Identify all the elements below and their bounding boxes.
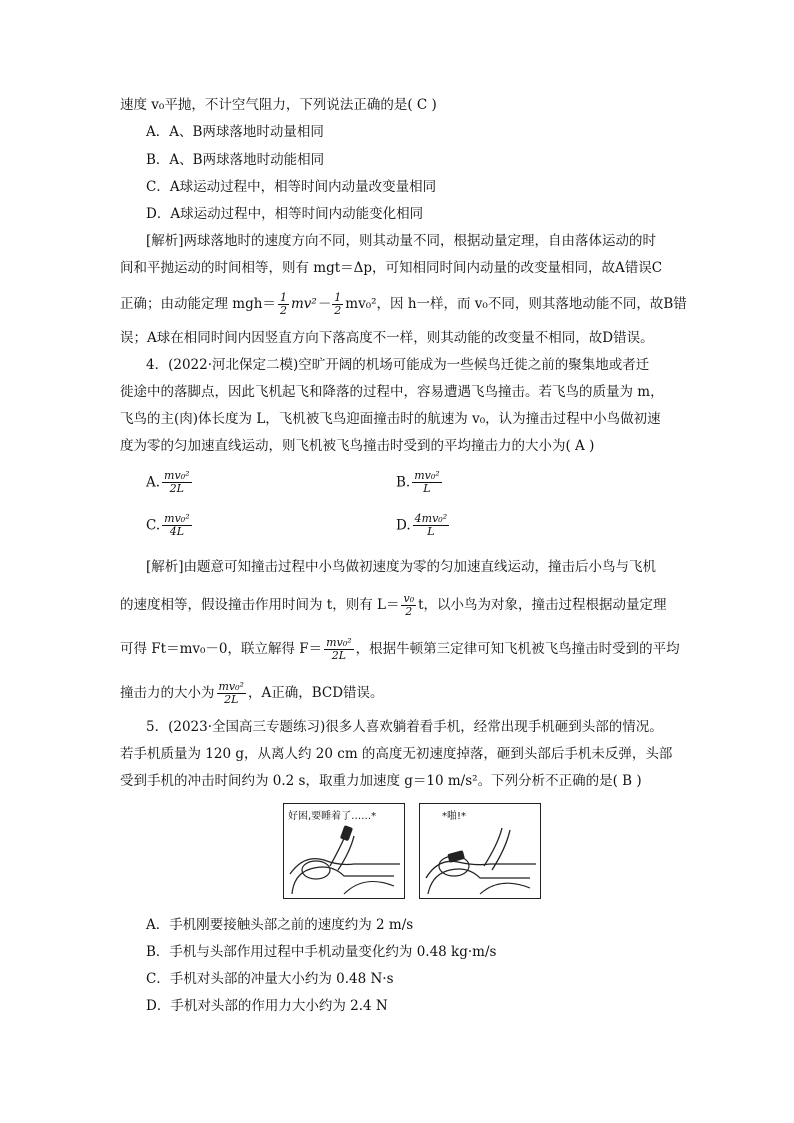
panel-caption-slap: *啪!* [442,811,467,822]
q4-option-c: C. $\frac{\text{mv₀²}}{4L}$ [146,512,190,538]
q4-analysis-line-2: 的速度相等，假设撞击作用时间为 t，则有 L＝ $\frac{\text{v₀}}{2}$ t，以小鸟为对象，撞击过程根据动量定理 [120,592,667,618]
q3-option-b: B．A、B两球落地时动能相同 [146,152,325,168]
q3-stem-tail: 速度 v₀平抛，不计空气阻力，下列说法正确的是( C ) [120,97,437,113]
phone-on-face-drawing [420,804,542,900]
fraction-half-1: $\frac{1}{2}$ [279,291,287,317]
q4-stem-line-2: 徙途中的落脚点，因此飞机起飞和降落的过程中，容易遭遇飞鸟撞击。若飞鸟的质量为 m， [120,384,664,400]
q3-analysis-line-1: [解析]两球落地时的速度方向不同，则其动量不同，根据动量定理，自由落体运动的时 [146,233,657,249]
q4-analysis-line-4: 撞击力的大小为 $\frac{\text{mv₀²}}{2L}$ ，A正确，BCD错误。 [120,680,384,706]
illustration-panel-awake [283,803,405,899]
q4-analysis-line-3: 可得 Ft＝mv₀－0，联立解得 F＝ $\frac{\text{mv₀²}}{2L}$ ，根据牛顿第三定律可知飞机被飞鸟撞击时受到的平均 [120,636,680,662]
q3-option-c: C．A球运动过程中，相等时间内动量改变量相同 [146,179,437,195]
q3-analysis-line-4: 误；A球在相同时间内因竖直方向下落高度不一样，则其动能的改变量不相同，故D错误。 [120,330,654,346]
q5-option-a: A．手机刚要接触头部之前的速度约为 2 m/s [146,917,414,933]
q4-stem-line-3: 飞鸟的主(肉)体长度为 L，飞机被飞鸟迎面撞击时的航速为 v₀，认为撞击过程中小鸟做初速 [120,411,661,427]
q5-option-b: B．手机与头部作用过程中手机动量变化约为 0.48 kg·m/s [146,944,497,960]
q4-option-a: A. $\frac{\text{mv₀²}}{2L}$ [146,469,190,495]
person-holding-phone-drawing [284,804,406,900]
q4-option-d: D. $\frac{\text{4mv₀²}}{L}$ [396,512,448,538]
q5-stem-line-2: 若手机质量为 120 g，从离人约 20 cm 的高度无初速度掉落，砸到头部后手机未反弹，头部 [120,746,673,762]
q3-analysis-line-3 [120,292,687,317]
illustration-panel-dropped [419,803,541,899]
q3-analysis-text-a: 正确；由动能定理 mgh＝ [120,296,276,312]
q3-option-d: D．A球运动过程中，相等时间内动能变化相同 [146,206,424,222]
phone-drop-illustration [283,803,541,899]
q4-stem-line-1: 4．(2022·河北保定二模)空旷开阔的机场可能成为一些候鸟迁徙之前的聚集地或者迁 [146,357,650,373]
fraction-half-2: $\frac{1}{2}$ [334,291,342,317]
panel-caption-sleepy: 好困,要睡着了……* [288,811,377,822]
q4-stem-line-4: 度为零的匀加速直线运动，则飞机被飞鸟撞击时受到的平均撞击力的大小为( A ) [120,438,595,454]
q3-analysis-text-c: mv₀²，因 h一样，而 v₀不同，则其落地动能不同，故B错 [345,296,687,312]
q5-stem-line-1: 5．(2023·全国高三专题练习)很多人喜欢躺着看手机，经常出现手机砸到头部的情况。 [146,719,663,735]
q4-option-b: B. $\frac{\text{mv₀²}}{L}$ [396,469,440,495]
q5-option-d: D．手机对头部的作用力大小约为 2.4 N [146,998,388,1014]
q4-analysis-line-1: [解析]由题意可知撞击过程中小鸟做初速度为零的匀加速直线运动，撞击后小鸟与飞机 [146,559,657,575]
q3-analysis-text-b: mv²－ [290,296,331,312]
q3-option-a: A．A、B两球落地时动量相同 [146,124,324,140]
q3-analysis-line-2: 间和平抛运动的时间相等，则有 mgt＝Δp，可知相同时间内动量的改变量相同，故A错误C [120,260,663,276]
q5-option-c: C．手机对头部的冲量大小约为 0.48 N·s [146,971,394,987]
q5-stem-line-3: 受到手机的冲击时间约为 0.2 s，取重力加速度 g＝10 m/s²。下列分析不正确的是( B ) [120,773,642,789]
